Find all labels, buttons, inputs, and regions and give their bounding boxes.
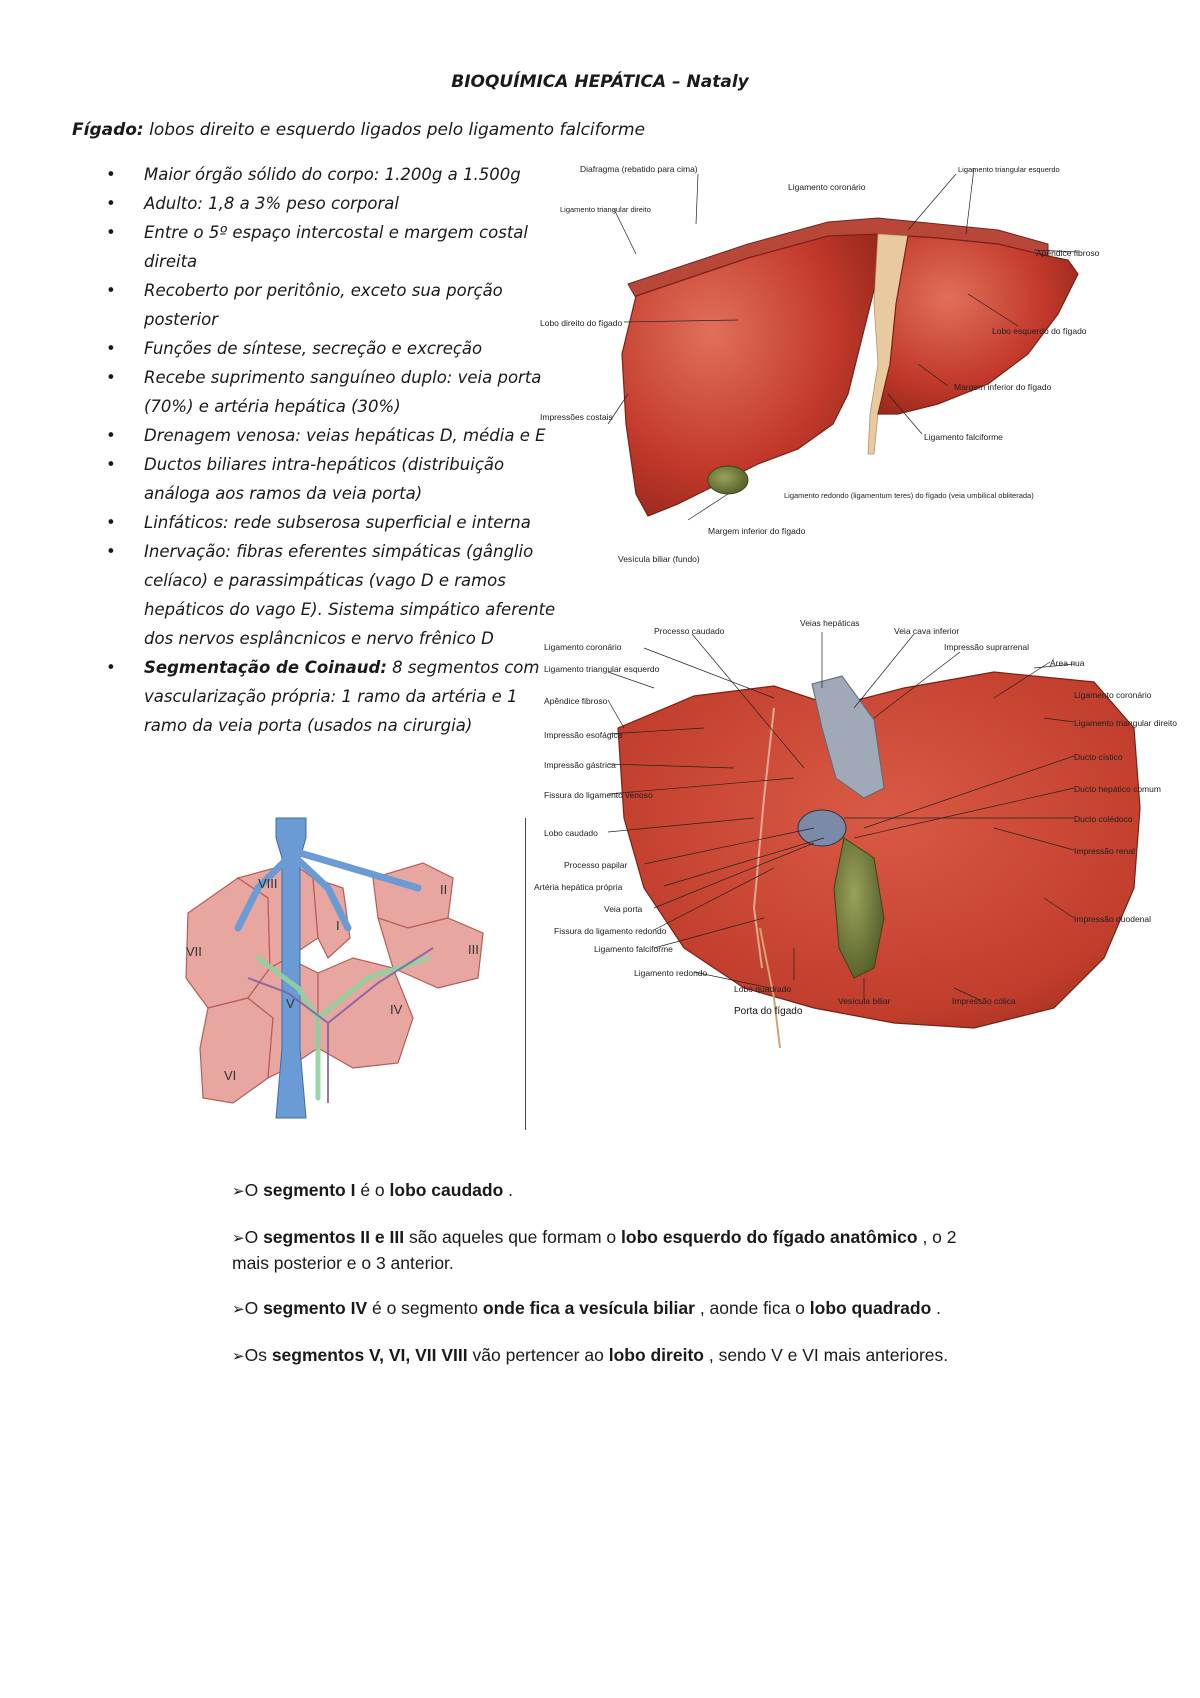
note-part: é o segmento <box>367 1298 483 1318</box>
label-veia-cava: Veia cava inferior <box>894 626 960 636</box>
label-ducto-coledoco: Ducto colédoco <box>1074 814 1133 824</box>
label-lig-coronario: Ligamento coronário <box>788 182 866 192</box>
note-part: O <box>244 1227 264 1247</box>
arrow-icon: ➢ <box>232 1301 245 1318</box>
divider-line <box>525 818 526 1130</box>
note-part: . <box>931 1298 942 1318</box>
label-margem-inf2: Margem inferior do fígado <box>708 526 806 536</box>
note-part-bold: lobo direito <box>608 1345 704 1365</box>
label-lig-coronario-dir: Ligamento coronário <box>1074 690 1152 700</box>
bullet-term: Segmentação de Coinaud: <box>144 658 387 677</box>
segment-notes <box>232 1178 972 1390</box>
label-arteria-hep: Artéria hepática própria <box>534 882 623 892</box>
note-part: , sendo V e VI mais anteriores. <box>703 1345 949 1365</box>
label-impressoes: Impressões costais <box>540 412 613 422</box>
label-imp-duodenal: Impressão duodenal <box>1074 914 1152 924</box>
bullet-item: • Recebe suprimento sanguíneo duplo: veia porta (70%) e artéria hepática (30%) <box>92 363 562 421</box>
label-lig-redondo: Ligamento redondo (ligamentum teres) do fígado (veia umbilical obliterada) <box>784 491 1034 500</box>
gallbladder <box>708 466 748 494</box>
label-proc-caudado: Processo caudado <box>654 626 725 636</box>
label-apendice: Apêndice fibroso <box>1036 248 1100 258</box>
liver-visceral-figure <box>534 618 1186 1068</box>
bullet-text: 8 segmentos com vascularização própria: 1 ramo da artéria e 1 ramo da veia porta (usados na cirurgia) <box>144 658 540 735</box>
label-lobo-dir: Lobo direito do fígado <box>540 318 623 328</box>
label-lobo-caudado: Lobo caudado <box>544 828 598 838</box>
label-lig-falciforme: Ligamento falciforme <box>594 944 673 954</box>
segment-label: V <box>286 996 295 1011</box>
label-lig-coronario: Ligamento coronário <box>544 642 622 652</box>
label-imp-gastrica: Impressão gástrica <box>544 760 616 770</box>
note-part-bold: lobo esquerdo do fígado anatômico <box>621 1227 918 1247</box>
label-fissura-venoso: Fissura do ligamento venoso <box>544 790 653 800</box>
bullet-item <box>92 653 562 740</box>
note-part: O <box>244 1298 264 1318</box>
note-part: , o 2 mais posterior e o 3 anterior. <box>232 1227 957 1273</box>
label-apendice: Apêndice fibroso <box>544 696 608 706</box>
label-vesicula: Vesícula biliar <box>838 996 891 1006</box>
arrow-icon: ➢ <box>232 1230 245 1247</box>
note-part: é o <box>355 1180 390 1200</box>
label-imp-suprarrenal: Impressão suprarrenal <box>944 642 1030 652</box>
liver-anterior-figure <box>540 164 1150 616</box>
segment-label: VII <box>186 944 202 959</box>
segment-label: II <box>440 882 448 897</box>
label-veia-porta: Veia porta <box>604 904 643 914</box>
label-ducto-hep: Ducto hepático comum <box>1074 784 1161 794</box>
label-veias-hep: Veias hepáticas <box>800 618 860 628</box>
label-vesicula: Vesícula biliar (fundo) <box>618 554 700 564</box>
note-part-bold: segmentos V, VI, VII VIII <box>271 1345 468 1365</box>
note-part: são aqueles que formam o <box>404 1227 622 1247</box>
bullet-item: • Entre o 5º espaço intercostal e margem costal direita <box>92 218 562 276</box>
bullet-item: • Funções de síntese, secreção e excreção <box>92 334 562 363</box>
arrow-icon: ➢ <box>232 1348 245 1365</box>
note-segment-iv <box>232 1296 972 1322</box>
segment-label: IV <box>390 1002 403 1017</box>
intro-term: Fígado: <box>72 120 144 140</box>
label-imp-esofagica: Impressão esofágica <box>544 730 623 740</box>
bullet-item: • Inervação: fibras eferentes simpáticas (gânglio celíaco) e parassimpáticas (vago D e ramos hepáticos do vago E). Sistema simpático aferente dos nervos esplâncnicos e nervo frênico D <box>92 537 562 653</box>
note-part: O <box>244 1180 264 1200</box>
bullet-list <box>92 160 562 740</box>
note-part: , aonde fica o <box>694 1298 810 1318</box>
label-lig-tri-dir: Ligamento triangular direito <box>560 205 651 214</box>
porta-hepatis <box>798 810 846 846</box>
label-porta: Porta do fígado <box>734 1006 803 1017</box>
label-lig-tri-esq: Ligamento triangular esquerdo <box>958 165 1060 174</box>
bullet-item: • Maior órgão sólido do corpo: 1.200g a 1.500g <box>92 160 562 189</box>
intro-text: lobos direito e esquerdo ligados pelo ligamento falciforme <box>143 120 646 140</box>
label-lig-redondo: Ligamento redondo <box>634 968 708 978</box>
note-part-bold: lobo quadrado <box>809 1298 932 1318</box>
segment-label: III <box>468 942 479 957</box>
note-segments-v-viii <box>232 1343 972 1369</box>
label-lobo-esq: Lobo esquerdo do fígado <box>992 326 1087 336</box>
note-part: . <box>503 1180 513 1200</box>
label-imp-colica: Impressão cólica <box>952 996 1016 1006</box>
label-lig-falciforme: Ligamento falciforme <box>924 432 1003 442</box>
intro-line <box>72 120 645 140</box>
label-ducto-cistico: Ducto cístico <box>1074 752 1123 762</box>
label-lobo-quadrado: Lobo quadrado <box>734 984 792 994</box>
note-segment-i <box>232 1178 972 1204</box>
bullet-item: • Recoberto por peritônio, exceto sua porção posterior <box>92 276 562 334</box>
bullet-item: • Linfáticos: rede subserosa superficial e interna <box>92 508 562 537</box>
arrow-icon: ➢ <box>232 1183 245 1200</box>
note-part-bold: segmento I <box>263 1180 356 1200</box>
note-part-bold: onde fica a vesícula biliar <box>482 1298 695 1318</box>
note-part: Os <box>244 1345 272 1365</box>
segment-label: VI <box>224 1068 237 1083</box>
label-diafragma: Diafragma (rebatido para cima) <box>580 164 698 174</box>
page-title: BIOQUÍMICA HEPÁTICA – Nataly <box>451 72 749 92</box>
label-area-nua: Área nua <box>1050 658 1085 668</box>
note-segments-ii-iii <box>232 1225 972 1275</box>
coinaud-segments-figure <box>178 818 510 1118</box>
label-proc-papilar: Processo papilar <box>564 860 628 870</box>
label-fissura-redondo: Fissura do ligamento redondo <box>554 926 667 936</box>
segment-label: VIII <box>258 876 278 891</box>
label-lig-tri-dir: Ligamento triangular direito <box>1074 718 1178 728</box>
bullet-item: • Ductos biliares intra-hepáticos (distribuição análoga aos ramos da veia porta) <box>92 450 562 508</box>
bullet-item: • Drenagem venosa: veias hepáticas D, média e E <box>92 421 562 450</box>
bullet-item: • Adulto: 1,8 a 3% peso corporal <box>92 189 562 218</box>
label-lig-tri-esq: Ligamento triangular esquerdo <box>544 664 660 674</box>
note-part-bold: lobo caudado <box>389 1180 504 1200</box>
label-imp-renal: Impressão renal <box>1074 846 1135 856</box>
segment-label: I <box>336 918 340 933</box>
note-part-bold: segmento IV <box>263 1298 368 1318</box>
label-margem-inf: Margem inferior do fígado <box>954 382 1052 392</box>
note-part: vão pertencer ao <box>467 1345 609 1365</box>
segment-vi-shape <box>200 998 273 1103</box>
note-part-bold: segmentos II e III <box>263 1227 405 1247</box>
